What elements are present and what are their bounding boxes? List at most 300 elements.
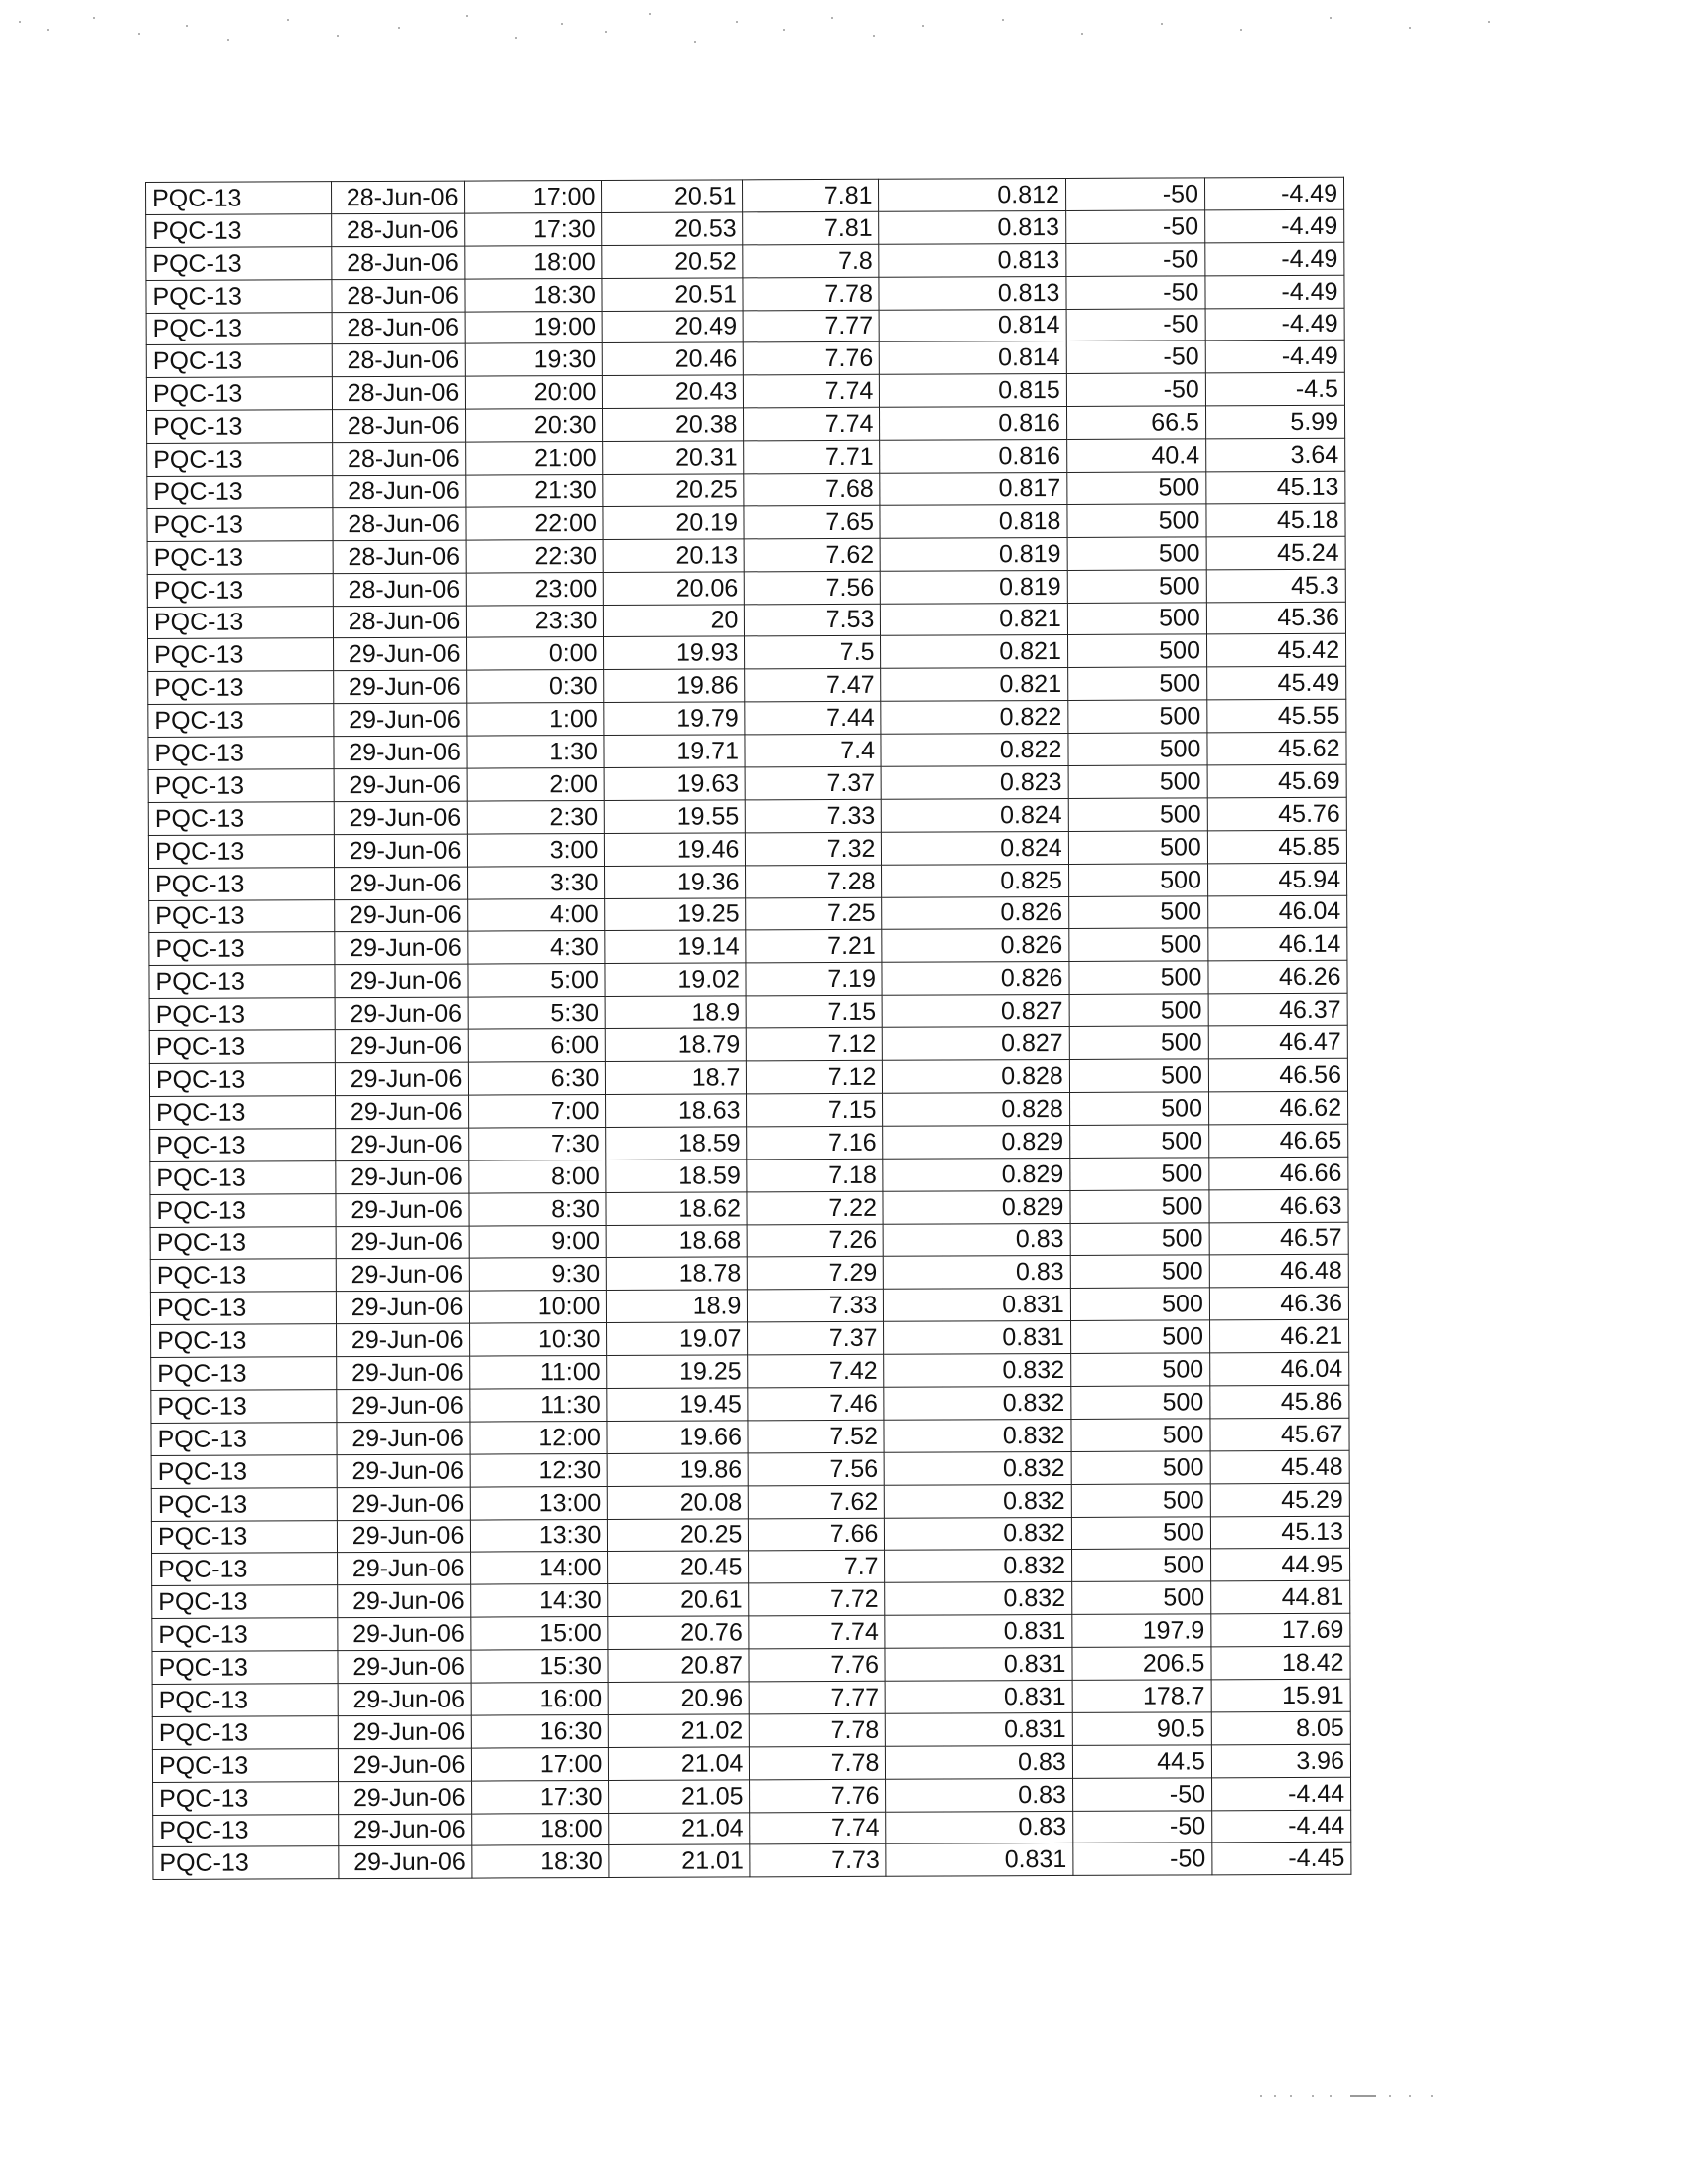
date-cell: 29-Jun-06 [334, 768, 467, 801]
value-a-cell: 20.45 [608, 1551, 749, 1584]
table-row [150, 1222, 1348, 1260]
value-d-cell: 44.5 [1072, 1745, 1211, 1779]
value-d-cell: 500 [1069, 1059, 1208, 1093]
value-b-cell: 7.71 [744, 440, 880, 473]
value-a-cell: 21.04 [609, 1747, 750, 1781]
value-b-cell: 7.78 [743, 277, 879, 310]
value-d-cell: 500 [1068, 700, 1207, 734]
site-cell: PQC-13 [150, 1226, 337, 1260]
site-cell: PQC-13 [149, 867, 336, 900]
value-b-cell: 7.81 [743, 179, 879, 211]
date-cell: 29-Jun-06 [337, 1389, 470, 1422]
table-row [146, 341, 1344, 378]
table-row [146, 242, 1344, 280]
date-cell: 28-Jun-06 [332, 213, 465, 246]
value-d-cell: 500 [1070, 1158, 1209, 1191]
site-cell: PQC-13 [151, 1423, 338, 1456]
table-row [151, 1450, 1349, 1488]
value-b-cell: 7.53 [745, 604, 881, 636]
table-row [152, 1679, 1350, 1716]
value-e-cell: 46.48 [1209, 1255, 1348, 1289]
value-e-cell: 46.62 [1208, 1091, 1347, 1125]
table-row [148, 830, 1346, 868]
date-cell: 29-Jun-06 [336, 1029, 469, 1062]
value-d-cell: 500 [1068, 765, 1207, 799]
value-d-cell: 500 [1070, 1320, 1209, 1354]
value-d-cell: 500 [1069, 961, 1208, 995]
value-b-cell: 7.26 [748, 1224, 884, 1257]
date-cell: 28-Jun-06 [334, 606, 467, 638]
value-a-cell: 19.66 [607, 1421, 748, 1454]
value-c-cell: 0.827 [883, 995, 1070, 1028]
value-a-cell: 20.25 [603, 474, 744, 507]
value-d-cell: 500 [1069, 928, 1208, 962]
value-d-cell: 206.5 [1072, 1647, 1211, 1681]
value-d-cell: 66.5 [1066, 406, 1205, 440]
value-c-cell: 0.824 [882, 798, 1069, 832]
value-b-cell: 7.78 [750, 1746, 886, 1779]
table-row [150, 1157, 1348, 1194]
value-c-cell: 0.832 [884, 1386, 1071, 1420]
value-a-cell: 20.51 [602, 278, 743, 312]
value-e-cell: 45.94 [1207, 863, 1346, 896]
value-c-cell: 0.832 [885, 1550, 1072, 1583]
value-b-cell: 7.56 [749, 1452, 885, 1485]
value-b-cell: 7.73 [750, 1844, 886, 1877]
value-c-cell: 0.816 [880, 440, 1067, 474]
value-a-cell: 19.36 [605, 866, 746, 899]
table-row [151, 1319, 1349, 1357]
date-cell: 29-Jun-06 [337, 1258, 470, 1291]
value-c-cell: 0.813 [879, 276, 1066, 310]
site-cell: PQC-13 [148, 834, 335, 868]
date-cell: 29-Jun-06 [335, 997, 468, 1029]
value-d-cell: 500 [1071, 1386, 1210, 1420]
table-row [152, 1711, 1350, 1749]
value-b-cell: 7.19 [746, 963, 882, 996]
site-cell: PQC-13 [146, 182, 333, 215]
value-d-cell: 500 [1067, 602, 1206, 635]
time-cell: 8:00 [469, 1160, 606, 1192]
value-c-cell: 0.827 [883, 1027, 1070, 1061]
value-d-cell: -50 [1065, 178, 1204, 211]
date-cell: 29-Jun-06 [338, 1650, 471, 1683]
value-b-cell: 7.4 [745, 734, 881, 766]
date-cell: 29-Jun-06 [338, 1617, 471, 1650]
time-cell: 2:00 [467, 768, 604, 801]
table-row [149, 1058, 1347, 1096]
site-cell: PQC-13 [146, 246, 333, 280]
time-cell: 21:00 [466, 442, 603, 475]
value-a-cell: 19.86 [607, 1453, 748, 1487]
value-d-cell: 500 [1070, 1189, 1209, 1223]
value-e-cell: -4.49 [1205, 242, 1344, 276]
table-row [147, 536, 1345, 574]
value-c-cell: 0.815 [880, 374, 1067, 408]
value-b-cell: 7.15 [747, 1093, 883, 1126]
table-row [147, 503, 1345, 541]
value-a-cell: 20.06 [604, 572, 745, 606]
date-cell: 29-Jun-06 [334, 736, 467, 768]
site-cell: PQC-13 [149, 932, 336, 966]
value-b-cell: 7.28 [746, 865, 882, 897]
value-c-cell: 0.83 [884, 1223, 1071, 1257]
value-c-cell: 0.831 [884, 1289, 1071, 1322]
date-cell: 29-Jun-06 [335, 834, 468, 867]
value-b-cell: 7.74 [749, 1615, 885, 1648]
table-row [150, 1124, 1348, 1161]
value-a-cell: 20.76 [608, 1616, 749, 1650]
value-e-cell: 45.13 [1206, 471, 1345, 504]
table-row [146, 177, 1344, 214]
value-b-cell: 7.62 [745, 538, 881, 571]
value-d-cell: -50 [1066, 243, 1205, 277]
date-cell: 29-Jun-06 [339, 1715, 472, 1748]
value-a-cell: 19.93 [604, 636, 745, 670]
value-a-cell: 20.49 [602, 310, 743, 343]
value-a-cell: 19.45 [607, 1388, 748, 1422]
value-c-cell: 0.821 [881, 603, 1068, 636]
data-table [145, 177, 1351, 1881]
value-b-cell: 7.44 [745, 702, 881, 735]
site-cell: PQC-13 [153, 1846, 340, 1880]
value-b-cell: 7.56 [745, 571, 881, 604]
value-e-cell: -4.49 [1205, 308, 1344, 341]
date-cell: 28-Jun-06 [332, 246, 465, 279]
value-a-cell: 19.25 [607, 1355, 748, 1389]
value-d-cell: -50 [1073, 1810, 1212, 1843]
site-cell: PQC-13 [149, 965, 336, 999]
site-cell: PQC-13 [147, 573, 334, 607]
value-a-cell: 18.68 [606, 1224, 747, 1258]
time-cell: 6:30 [469, 1062, 606, 1095]
table-row [153, 1843, 1351, 1880]
date-cell: 29-Jun-06 [336, 1062, 469, 1095]
time-cell: 7:30 [469, 1127, 606, 1160]
scan-speckle [0, 0, 1684, 60]
value-c-cell: 0.821 [881, 635, 1068, 669]
time-cell: 3:30 [468, 866, 605, 898]
value-a-cell: 18.9 [607, 1290, 748, 1323]
value-b-cell: 7.18 [747, 1159, 883, 1191]
value-e-cell: -4.49 [1205, 275, 1344, 309]
value-e-cell: 3.64 [1206, 438, 1345, 472]
value-d-cell: 500 [1070, 1288, 1209, 1321]
value-a-cell: 19.46 [605, 833, 746, 867]
value-d-cell: -50 [1065, 210, 1204, 244]
table-row [149, 993, 1347, 1030]
value-e-cell: 45.3 [1206, 569, 1345, 603]
value-c-cell: 0.831 [886, 1712, 1073, 1746]
value-e-cell: 45.18 [1206, 503, 1345, 537]
site-cell: PQC-13 [146, 344, 333, 378]
value-b-cell: 7.33 [748, 1290, 884, 1322]
value-a-cell: 18.78 [607, 1257, 748, 1291]
value-c-cell: 0.83 [886, 1745, 1073, 1779]
value-d-cell: 500 [1069, 1026, 1208, 1060]
value-c-cell: 0.822 [881, 701, 1068, 735]
table-row [149, 863, 1347, 900]
time-cell: 13:30 [471, 1519, 608, 1552]
table-row [148, 634, 1346, 672]
value-c-cell: 0.812 [879, 178, 1066, 211]
value-c-cell: 0.821 [881, 668, 1068, 702]
value-e-cell: 46.36 [1209, 1288, 1348, 1321]
value-e-cell: -4.49 [1205, 209, 1344, 243]
value-e-cell: 45.62 [1207, 732, 1346, 765]
date-cell: 29-Jun-06 [335, 964, 468, 997]
value-e-cell: 46.63 [1209, 1189, 1348, 1223]
value-a-cell: 19.86 [604, 669, 745, 703]
value-b-cell: 7.29 [748, 1257, 884, 1290]
value-e-cell: 45.69 [1207, 764, 1346, 798]
site-cell: PQC-13 [148, 671, 335, 705]
value-a-cell: 18.62 [606, 1191, 747, 1225]
value-c-cell: 0.819 [881, 570, 1068, 604]
table-row [146, 275, 1344, 313]
value-b-cell: 7.22 [747, 1191, 883, 1224]
value-d-cell: 197.9 [1072, 1614, 1211, 1648]
value-c-cell: 0.817 [880, 472, 1067, 505]
table-row [152, 1549, 1350, 1586]
value-d-cell: 500 [1071, 1549, 1210, 1582]
time-cell: 21:30 [466, 475, 603, 507]
value-a-cell: 20.61 [608, 1583, 749, 1617]
time-cell: 4:30 [468, 931, 605, 964]
value-e-cell: 45.86 [1210, 1385, 1349, 1419]
value-b-cell: 7.78 [750, 1713, 886, 1746]
value-d-cell: 500 [1069, 1125, 1208, 1159]
date-cell: 29-Jun-06 [339, 1846, 472, 1879]
value-d-cell: 500 [1071, 1451, 1210, 1485]
value-e-cell: 46.56 [1208, 1058, 1347, 1092]
time-cell: 20:00 [466, 376, 603, 409]
value-a-cell: 19.02 [605, 963, 746, 997]
date-cell: 28-Jun-06 [333, 442, 466, 475]
value-a-cell: 21.02 [609, 1714, 750, 1748]
value-c-cell: 0.831 [885, 1615, 1072, 1649]
value-e-cell: -4.5 [1205, 373, 1344, 407]
value-c-cell: 0.829 [883, 1158, 1070, 1191]
site-cell: PQC-13 [150, 1096, 337, 1130]
value-c-cell: 0.816 [880, 407, 1067, 441]
value-d-cell: 500 [1067, 504, 1206, 538]
value-a-cell: 20.38 [603, 408, 744, 442]
site-cell: PQC-13 [153, 1814, 340, 1847]
value-c-cell: 0.831 [886, 1680, 1073, 1713]
value-e-cell: 44.81 [1211, 1581, 1350, 1615]
date-cell: 29-Jun-06 [338, 1520, 471, 1553]
value-e-cell: 46.47 [1208, 1025, 1347, 1059]
time-cell: 11:00 [470, 1356, 607, 1389]
date-cell: 29-Jun-06 [336, 1128, 469, 1160]
site-cell: PQC-13 [151, 1520, 338, 1554]
table-row [149, 961, 1347, 999]
site-cell: PQC-13 [150, 1160, 337, 1194]
date-cell: 29-Jun-06 [336, 1193, 469, 1226]
site-cell: PQC-13 [147, 508, 334, 542]
value-c-cell: 0.822 [881, 734, 1068, 767]
value-b-cell: 7.76 [750, 1779, 886, 1812]
date-cell: 29-Jun-06 [338, 1584, 471, 1617]
value-e-cell: 18.42 [1211, 1646, 1350, 1680]
time-cell: 9:00 [469, 1225, 606, 1258]
value-e-cell: 45.67 [1210, 1418, 1349, 1451]
value-b-cell: 7.15 [747, 996, 883, 1028]
date-cell: 29-Jun-06 [337, 1454, 470, 1487]
value-a-cell: 20.08 [608, 1485, 749, 1519]
value-a-cell: 20.46 [603, 342, 744, 376]
value-c-cell: 0.83 [884, 1256, 1071, 1290]
value-b-cell: 7.21 [746, 930, 882, 963]
value-a-cell: 21.05 [609, 1779, 750, 1813]
value-e-cell: 45.85 [1207, 830, 1346, 864]
table-row [147, 405, 1345, 443]
value-e-cell: 17.69 [1211, 1613, 1350, 1647]
value-e-cell: 15.91 [1211, 1679, 1350, 1712]
date-cell: 29-Jun-06 [335, 867, 468, 899]
value-e-cell: 46.26 [1208, 961, 1347, 995]
value-e-cell: -4.49 [1204, 177, 1343, 210]
date-cell: 29-Jun-06 [335, 932, 468, 965]
value-d-cell: -50 [1072, 1777, 1211, 1811]
value-a-cell: 19.79 [604, 702, 745, 736]
date-cell: 28-Jun-06 [333, 344, 466, 377]
time-cell: 22:00 [466, 506, 603, 539]
site-cell: PQC-13 [149, 899, 336, 933]
site-cell: PQC-13 [152, 1585, 339, 1619]
value-c-cell: 0.828 [883, 1092, 1070, 1126]
value-a-cell: 20.19 [603, 506, 744, 540]
value-a-cell: 20.51 [602, 180, 743, 213]
site-cell: PQC-13 [147, 443, 334, 477]
site-cell: PQC-13 [148, 737, 335, 770]
site-cell: PQC-13 [151, 1454, 338, 1488]
value-d-cell: 500 [1071, 1353, 1210, 1387]
site-cell: PQC-13 [146, 279, 333, 313]
table-row [151, 1483, 1349, 1521]
value-d-cell: 500 [1070, 1222, 1209, 1256]
date-cell: 29-Jun-06 [338, 1683, 471, 1715]
site-cell: PQC-13 [149, 1063, 336, 1097]
date-cell: 28-Jun-06 [333, 475, 466, 507]
time-cell: 14:00 [471, 1552, 608, 1584]
time-cell: 17:30 [465, 212, 602, 245]
value-d-cell: 500 [1068, 864, 1207, 897]
date-cell: 29-Jun-06 [339, 1748, 472, 1781]
value-c-cell: 0.826 [882, 962, 1069, 996]
time-cell: 4:00 [468, 898, 605, 931]
value-e-cell: 45.48 [1210, 1450, 1349, 1484]
date-cell: 29-Jun-06 [334, 703, 467, 736]
value-b-cell: 7.74 [744, 408, 880, 441]
value-d-cell: 500 [1068, 733, 1207, 766]
value-c-cell: 0.826 [882, 896, 1069, 930]
value-a-cell: 20.43 [603, 375, 744, 409]
value-e-cell: 8.05 [1211, 1711, 1350, 1745]
date-cell: 29-Jun-06 [334, 638, 467, 671]
value-e-cell: 45.24 [1206, 536, 1345, 570]
date-cell: 29-Jun-06 [337, 1422, 470, 1454]
site-cell: PQC-13 [146, 214, 333, 248]
value-a-cell: 18.9 [605, 996, 746, 1029]
value-c-cell: 0.824 [882, 831, 1069, 865]
value-a-cell: 19.63 [604, 767, 745, 801]
table-row [147, 438, 1345, 476]
value-b-cell: 7.72 [749, 1583, 885, 1616]
value-c-cell: 0.831 [884, 1321, 1071, 1355]
table-row [148, 699, 1346, 737]
time-cell: 1:00 [467, 703, 604, 736]
site-cell: PQC-13 [148, 638, 335, 672]
value-b-cell: 7.5 [745, 636, 881, 669]
site-cell: PQC-13 [151, 1357, 338, 1391]
value-b-cell: 7.62 [749, 1485, 885, 1518]
value-b-cell: 7.77 [750, 1681, 886, 1713]
value-b-cell: 7.74 [750, 1812, 886, 1844]
table-row [149, 1025, 1347, 1063]
value-a-cell: 20.25 [608, 1518, 749, 1552]
time-cell: 3:00 [468, 833, 605, 866]
value-a-cell: 21.01 [609, 1844, 750, 1878]
date-cell: 29-Jun-06 [337, 1356, 470, 1389]
time-cell: 6:00 [469, 1029, 606, 1062]
value-b-cell: 7.7 [749, 1551, 885, 1583]
time-cell: 8:30 [469, 1192, 606, 1225]
value-b-cell: 7.8 [743, 244, 879, 277]
site-cell: PQC-13 [147, 540, 334, 574]
value-a-cell: 20.31 [603, 441, 744, 475]
value-b-cell: 7.46 [748, 1387, 884, 1420]
value-c-cell: 0.832 [885, 1517, 1072, 1551]
value-b-cell: 7.12 [747, 1060, 883, 1093]
value-b-cell: 7.16 [747, 1126, 883, 1159]
table-row [149, 928, 1347, 966]
date-cell: 28-Jun-06 [332, 312, 465, 344]
time-cell: 17:00 [472, 1747, 609, 1780]
value-a-cell: 20.53 [602, 212, 743, 246]
value-c-cell: 0.818 [880, 504, 1067, 538]
value-e-cell: 45.29 [1210, 1483, 1349, 1517]
value-e-cell: 3.96 [1211, 1744, 1350, 1778]
value-c-cell: 0.832 [885, 1484, 1072, 1518]
value-c-cell: 0.813 [879, 243, 1066, 277]
value-a-cell: 19.25 [605, 897, 746, 931]
value-a-cell: 19.71 [604, 735, 745, 768]
time-cell: 14:30 [471, 1584, 608, 1617]
value-b-cell: 7.65 [744, 505, 880, 538]
site-cell: PQC-13 [153, 1781, 340, 1815]
time-cell: 23:30 [467, 605, 604, 637]
value-e-cell: 45.76 [1207, 797, 1346, 831]
value-e-cell: 44.95 [1210, 1549, 1349, 1582]
time-cell: 15:00 [471, 1617, 608, 1650]
date-cell: 29-Jun-06 [336, 1160, 469, 1193]
time-cell: 17:30 [472, 1780, 609, 1813]
value-c-cell: 0.831 [886, 1843, 1073, 1877]
site-cell: PQC-13 [152, 1618, 339, 1652]
table-row [153, 1810, 1351, 1847]
site-cell: PQC-13 [148, 769, 335, 803]
date-cell: 28-Jun-06 [332, 279, 465, 312]
value-d-cell: 90.5 [1072, 1712, 1211, 1746]
site-cell: PQC-13 [150, 1128, 337, 1161]
time-cell: 12:30 [470, 1453, 607, 1486]
value-a-cell: 19.14 [605, 930, 746, 964]
table-row [150, 1288, 1348, 1325]
value-c-cell: 0.814 [880, 341, 1067, 375]
table-row [151, 1352, 1349, 1390]
